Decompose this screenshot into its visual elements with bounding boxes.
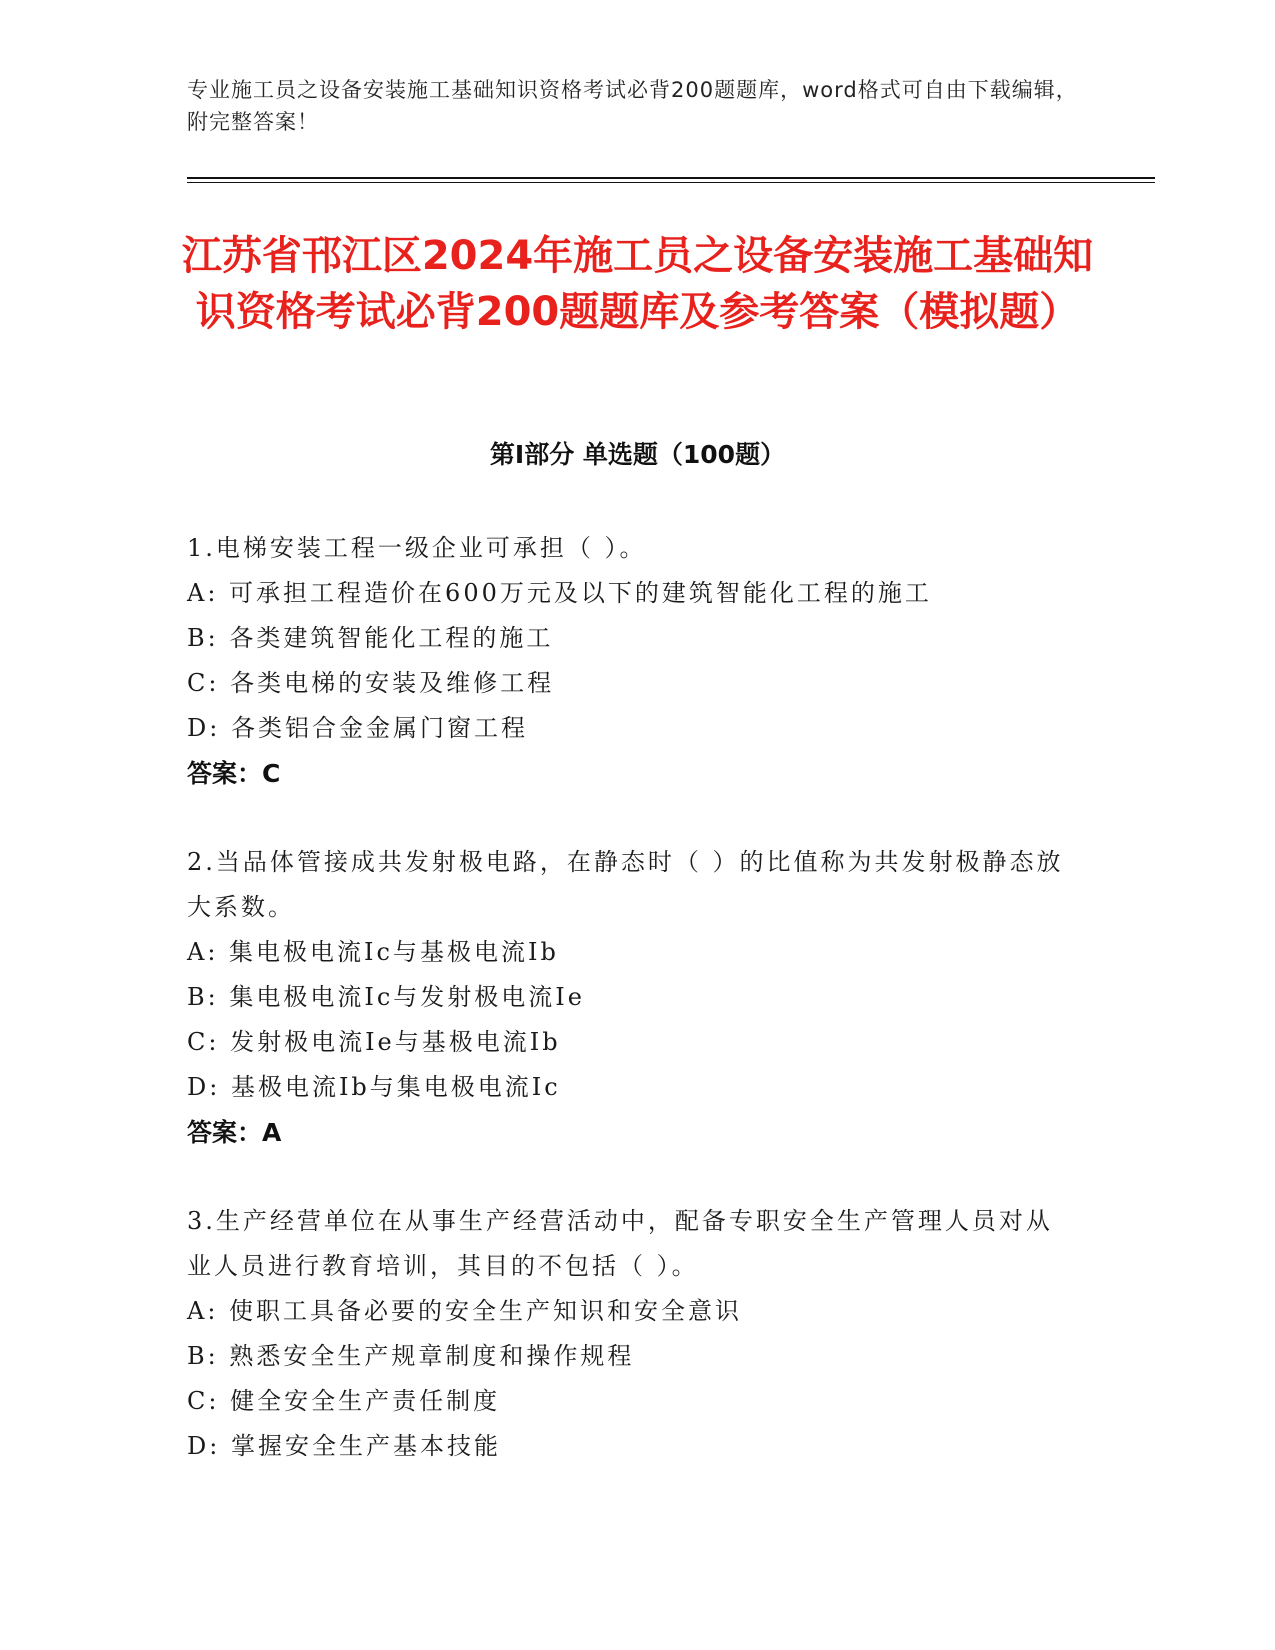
option-b: B: 熟悉安全生产规章制度和操作规程 (187, 1342, 635, 1370)
option-c: C: 各类电梯的安装及维修工程 (187, 669, 555, 697)
question-1 (187, 526, 1067, 796)
question-stem: 1.电梯安装工程一级企业可承担（ ）。 (187, 534, 647, 562)
header-note: 专业施工员之设备安装施工基础知识资格考试必背200题题库，word格式可自由下载编辑，附完整答案！ (187, 78, 1078, 134)
header-rule-thick (187, 177, 1155, 179)
header-rule-thin (187, 182, 1155, 183)
answer-label: 答案：C (187, 759, 281, 788)
question-stem: 3.生产经营单位在从事生产经营活动中，配备专职安全生产管理人员对从业人员进行教育培训，其目的不包括（ ）。 (187, 1207, 1053, 1280)
option-b: B: 集电极电流Ic与发射极电流Ie (187, 983, 585, 1011)
answer-label: 答案：A (187, 1118, 282, 1147)
option-d: D: 各类铝合金金属门窗工程 (187, 714, 528, 742)
option-b: B: 各类建筑智能化工程的施工 (187, 624, 554, 652)
option-c: C: 发射极电流Ie与基极电流Ib (187, 1028, 561, 1056)
question-stem: 2.当品体管接成共发射极电路，在静态时（ ）的比值称为共发射极静态放大系数。 (187, 848, 1064, 921)
option-c: C: 健全安全生产责任制度 (187, 1387, 501, 1415)
option-d: D: 掌握安全生产基本技能 (187, 1432, 501, 1460)
question-list (187, 526, 1067, 1513)
option-a: A: 使职工具备必要的安全生产知识和安全意识 (187, 1297, 743, 1325)
option-d: D: 基极电流Ib与集电极电流Ic (187, 1073, 561, 1101)
question-3 (187, 1199, 1067, 1469)
question-2 (187, 840, 1067, 1155)
option-a: A: 可承担工程造价在600万元及以下的建筑智能化工程的施工 (187, 579, 932, 607)
option-a: A: 集电极电流Ic与基极电流Ib (187, 938, 559, 966)
section-heading: 第Ⅰ部分 单选题（100题） (489, 440, 786, 469)
document-title: 江苏省邗江区2024年施工员之设备安装施工基础知识资格考试必背200题题库及参考答案（模拟题） (181, 233, 1094, 335)
